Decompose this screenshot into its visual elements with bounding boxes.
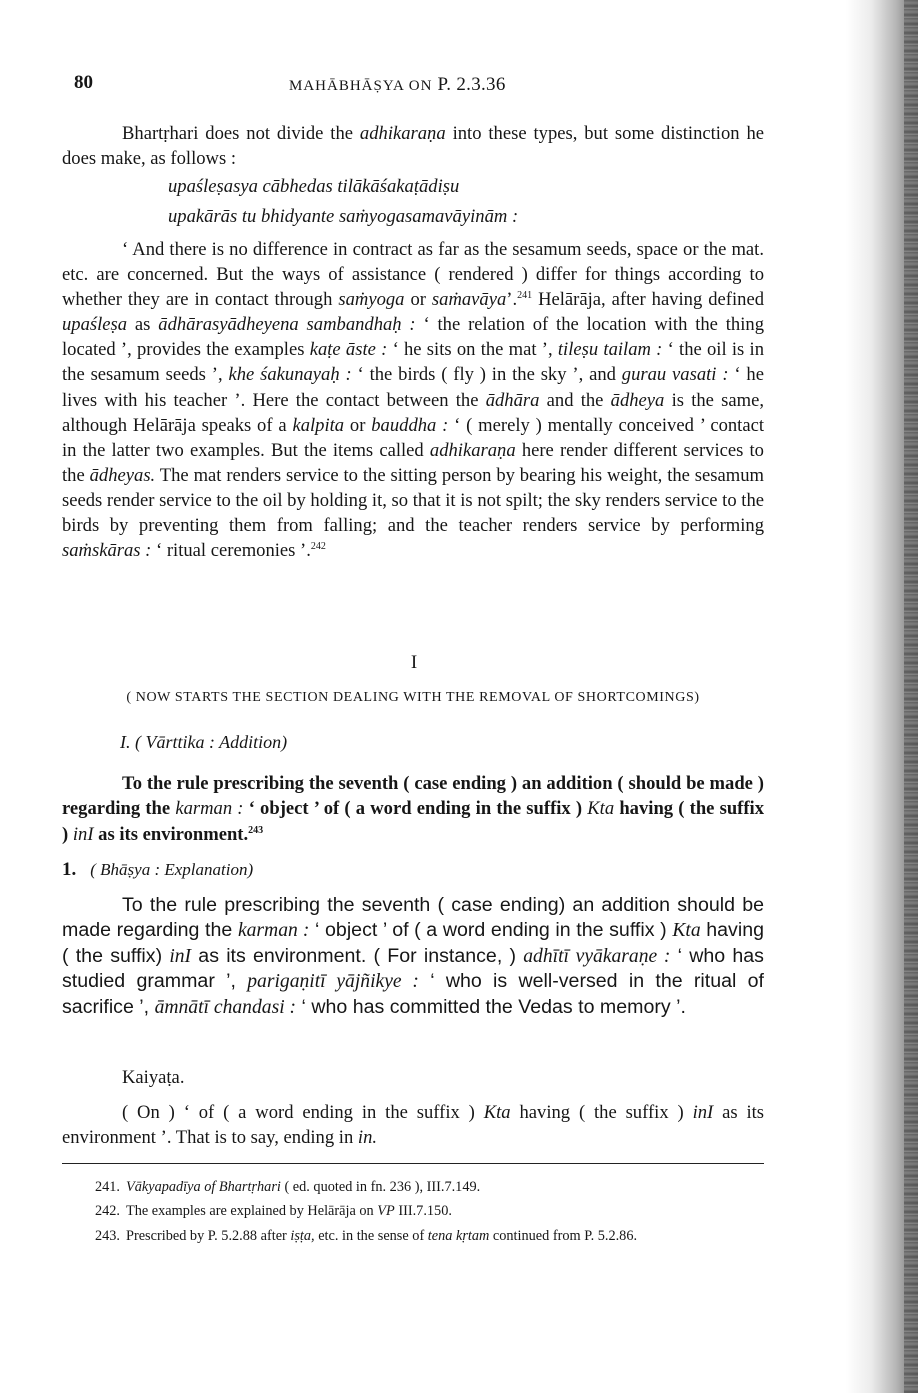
footnote-243: 243. Prescribed by P. 5.2.88 after iṣṭa, etc. in the sense of tena kṛtam continued from P. 5.2.86. [94,1228,638,1244]
footnote-241: 241. Vākyapadīya of Bhartṛhari ( ed. quoted in fn. 236 ), III.7.149. [94,1179,481,1195]
kaiyata-heading: Kaiyaṭa. [122,1067,185,1088]
running-title: MAHĀBHĀṢYA ON [289,78,433,94]
bhasya-label: 1. ( Bhāṣya : Explanation) [62,859,254,880]
varttika-text: To the rule prescribing the seventh ( case ending ) an addition ( should be made ) regarding the karman : ‘ object ’ of ( a word ending in the suffix ) Kta having ( the suffix ) inI as its environment.$^{243}$ [62,773,765,845]
body-paragraph: ‘ And there is no difference in contract as far as the sesamum seeds, space or the mat. etc. are concerned. But the ways of assistance ( rendered ) differ for things according to whether they are in contact through saṁyoga or saṁavāya’.$^{241}$ Helārāja, after having defined upaśleṣa as ādhārasyādheyena sambandhaḥ : ‘ the relation of the location with the thing located ’, provides the examples kaṭe āste : ‘ he sits on the mat ’, tileṣu tailam : ‘ the oil is in the sesamum seeds ’, khe śakunayaḥ : ‘ the birds ( fly ) in the sky ’, and gurau vasati : ‘ he lives with his teacher ’. Here the contact between the ādhāra and the ādheya is the same, although Helārāja speaks of a kalpita or bauddha : ‘ ( merely ) mentally conceived ’ contact in the latter two examples. But the items called adhikaraṇa here render different services to the ādheyas. The mat renders service to the sitting person by bearing his weight, the sesamum seeds render service to the oil by holding it, so that it is not spilt; the sky renders service to the birds by preventing them from falling; and the teacher renders service by performing saṁskāras : ‘ ritual ceremonies ’.$^{242}$ [62,239,765,562]
footnote-ref-243: 243 [248,824,264,836]
bhasya-number: 1. [62,859,77,880]
footnote-divider [62,1163,764,1164]
varttika-label: I. ( Vārttika : Addition) [120,732,288,752]
section-numeral: I [410,652,418,673]
kaiyata-text: ( On ) ‘ of ( a word ending in the suffix ) Kta having ( the suffix ) inI as its environment ’. That is to say, ending in in. [62,1102,765,1149]
verse-line-1: upaśleṣasya cābhedas tilākāśakaṭādiṣu [168,176,460,197]
page-edge-stack [904,0,918,1393]
footnote-242: 242. The examples are explained by Helārāja on VP III.7.150. [94,1203,452,1219]
running-rule: P. 2.3.36 [437,74,506,95]
running-header [289,74,506,96]
verse-line-2: upakārās tu bhidyante saṁyogasamavāyinām : [168,206,519,227]
intro-paragraph: Bhartṛhari does not divide the adhikaraṇa into these types, but some distinction he does make, as follows : [62,123,765,170]
footnote-ref-241: 241 [517,290,533,301]
footnote-ref-242: 242 [310,540,326,552]
page-number: 80 [74,72,93,93]
bhasya-text: To the rule prescribing the seventh ( case ending) an addition should be made regarding the karman : ‘ object ’ of ( a word ending in the suffix ) Kta having ( the suffix) inI as its environment. ( For instance, ) adhītī vyākaraṇe : ‘ who has studied grammar ’, parigaṇitī yājñikye : ‘ who is well-versed in the ritual of sacrifice ’, āmnātī chandasi : ‘ who has committed the Vedas to memory ’. [62,894,765,1018]
section-title: ( NOW STARTS THE SECTION DEALING WITH THE REMOVAL OF SHORTCOMINGS) [126,690,700,705]
